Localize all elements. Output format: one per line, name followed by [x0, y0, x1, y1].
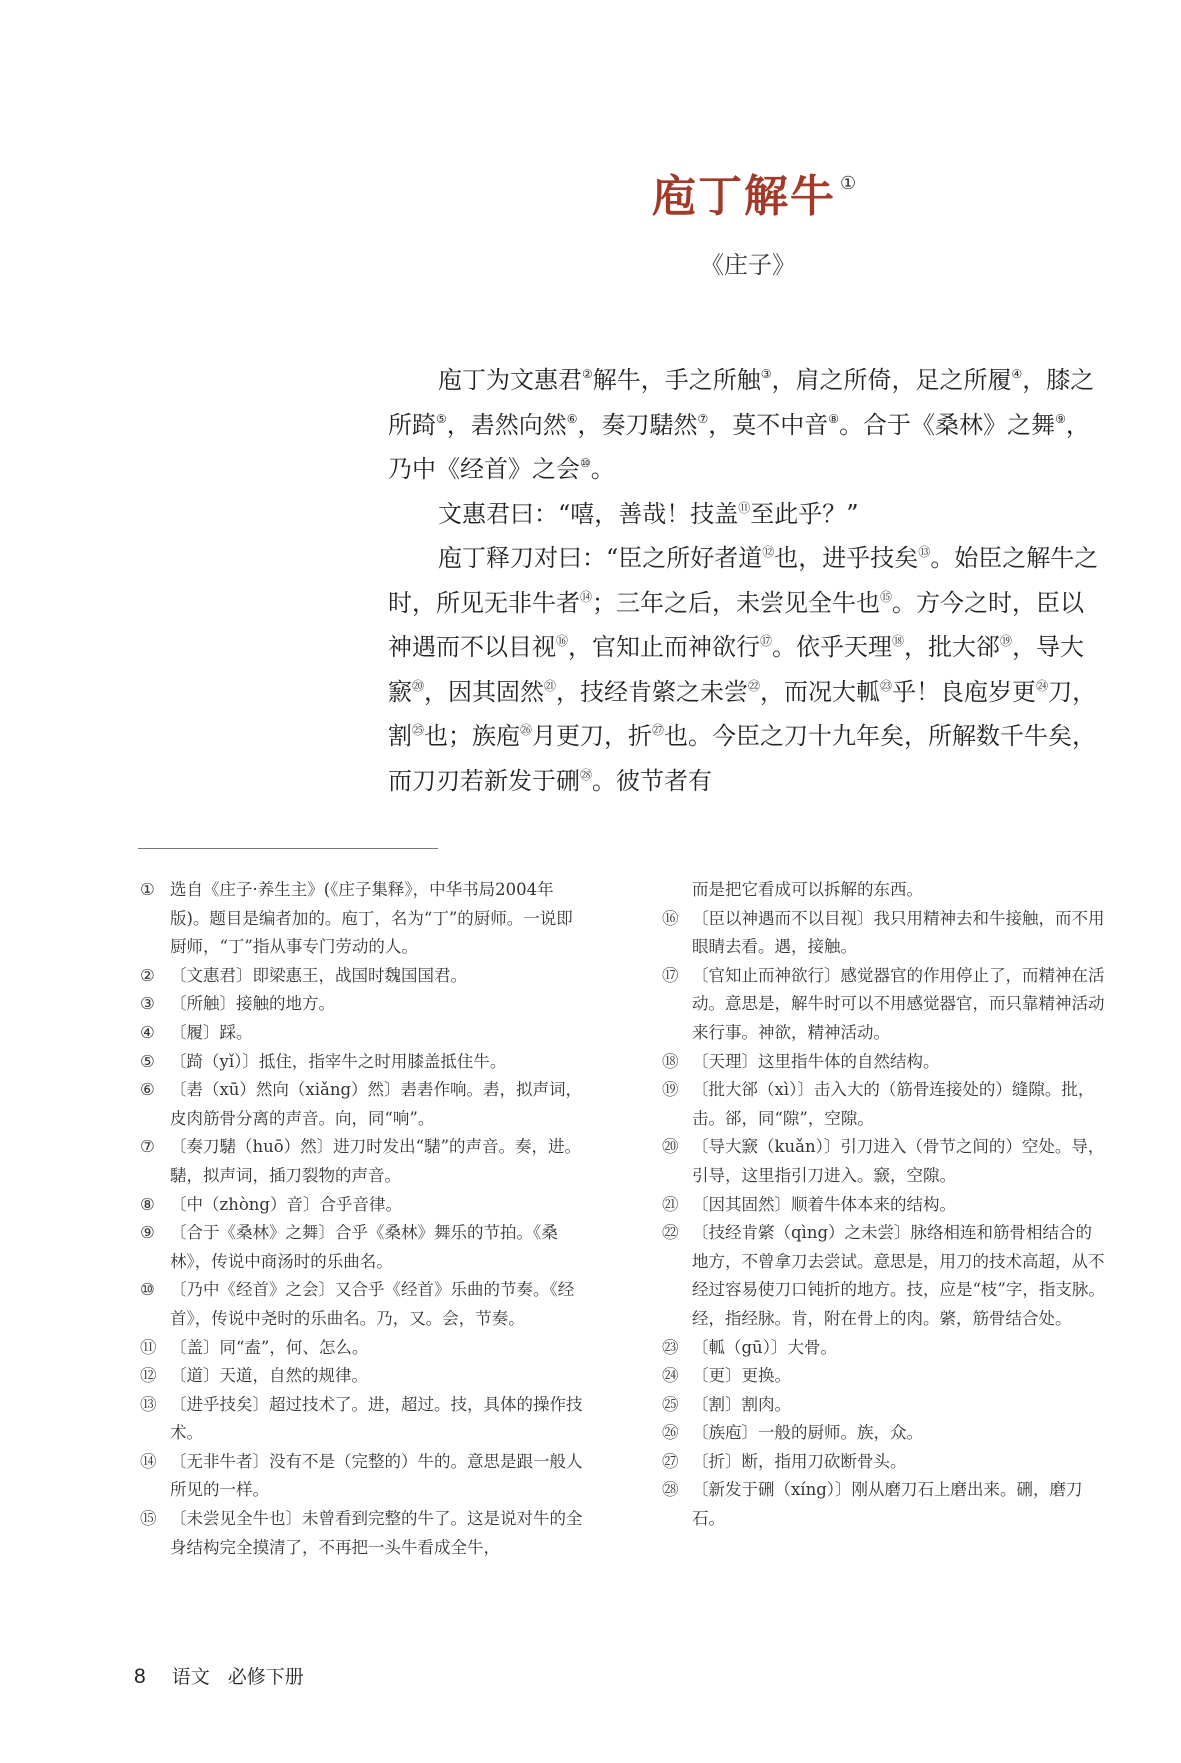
text-segment: ，批大郤 — [904, 633, 1001, 661]
footnote-text: 选自《庄子·养生主》(《庄子集释》，中华书局2004年版)。题目是编者加的。庖丁，名为“丁”的厨师。一说即厨师，“丁”指从事专门劳动的人。 — [170, 880, 573, 957]
footnote-marker[interactable]: ㉘ — [580, 767, 593, 782]
footnote-number: ⑫ — [140, 1366, 157, 1386]
footnote-item — [662, 1448, 1107, 1477]
footnote-number: ③ — [140, 994, 155, 1014]
text-segment: ，技经肯綮之未尝 — [556, 677, 749, 706]
text-segment: 乎！良庖岁更 — [892, 677, 1037, 706]
footnote-number: ⑧ — [140, 1194, 155, 1214]
footnote-text: 〔族庖〕一般的厨师。族，众。 — [692, 1423, 923, 1443]
footnote-number: ⑭ — [140, 1451, 157, 1471]
footnote-item — [662, 1362, 1107, 1391]
footnote-number: ⑱ — [662, 1051, 679, 1071]
text-segment: 月更刀，折 — [532, 722, 653, 750]
footnote-marker[interactable]: ㉔ — [1036, 678, 1049, 693]
footnote-number: ㉒ — [662, 1223, 679, 1243]
text-segment: 庖丁释刀对曰：“臣之所好者道 — [438, 544, 763, 572]
footnote-text: 〔批大郤（xì）〕击入大的（筋骨连接处的）缝隙。批，击。郤，同“隙”，空隙。 — [692, 1080, 1095, 1128]
footnote-item — [140, 962, 585, 991]
text-segment: 也；族庖 — [424, 722, 521, 750]
footnote-marker[interactable]: ⑥ — [566, 411, 578, 426]
footnote-marker[interactable]: ④ — [1011, 367, 1023, 381]
footnote-item — [140, 1219, 585, 1276]
text-segment: ，奏刀騞然 — [577, 410, 698, 439]
paragraph-3 — [388, 533, 1108, 800]
footnote-marker[interactable]: ㉒ — [748, 678, 761, 693]
footnotes-right-list — [662, 905, 1107, 1534]
footnote-item — [662, 1076, 1107, 1133]
footnote-text: 〔盖〕同“盍”，何、怎么。 — [170, 1337, 369, 1357]
text-segment: 解牛，手之所触 — [592, 366, 761, 394]
footnote-item — [140, 1505, 585, 1562]
footnote-marker[interactable]: ⑫ — [762, 545, 775, 559]
footnote-text: 〔无非牛者〕没有不是（完整的）牛的。意思是跟一般人所见的一样。 — [170, 1451, 583, 1500]
page-number: 8 — [134, 1665, 146, 1688]
text-segment: 。彼节者有 — [592, 766, 713, 795]
footnote-text: 〔所触〕接触的地方。 — [170, 994, 335, 1014]
lesson-title-text: 庖丁解牛 — [652, 171, 836, 222]
footnote-item — [140, 1334, 585, 1363]
footnote-text: 〔道〕天道，自然的规律。 — [170, 1366, 368, 1386]
footnote-marker[interactable]: ⑲ — [1000, 634, 1013, 648]
footnote-item — [662, 1048, 1107, 1077]
footnote-item — [140, 1133, 585, 1190]
text-segment: ；三年之后，未尝见全牛也 — [592, 588, 881, 617]
footnote-number: ④ — [140, 1022, 155, 1042]
footnote-marker[interactable]: ⑳ — [412, 678, 425, 693]
footnote-marker[interactable]: ⑨ — [1055, 411, 1066, 426]
footnote-number: ⑮ — [140, 1509, 157, 1529]
footnote-item — [140, 1048, 585, 1077]
text-segment: 至此乎？” — [750, 499, 859, 528]
text-segment: 文惠君曰：“嘻，善哉！技盖 — [438, 499, 739, 528]
footnote-text: 〔軱（gū）〕大骨。 — [692, 1337, 837, 1357]
footnote-item — [140, 1391, 585, 1448]
footnotes-left-column — [140, 876, 585, 1562]
footnote-text: 〔未尝见全牛也〕未曾看到完整的牛了。这是说对牛的全身结构完全摸清了，不再把一头牛看成全牛， — [170, 1509, 583, 1557]
footnote-number: ⑩ — [140, 1280, 155, 1300]
lesson-source: 《庄子》 — [700, 251, 796, 279]
footnote-text: 〔新发于硎（xíng）〕刚从磨刀石上磨出来。硎，磨刀石。 — [692, 1480, 1083, 1529]
footnote-item — [140, 1191, 585, 1220]
footnote-number: ㉓ — [662, 1337, 679, 1357]
text-segment: ，膝之所踦 — [388, 366, 1095, 439]
footnote-number: ⑳ — [662, 1137, 679, 1157]
text-segment: ，莫不中音 — [708, 410, 829, 439]
footnote-number: ㉑ — [662, 1194, 679, 1214]
footnote-marker[interactable]: ㉓ — [880, 678, 893, 693]
footnote-item — [662, 962, 1107, 1048]
footnote-number: ⑥ — [140, 1080, 155, 1100]
book-volume: 必修下册 — [227, 1666, 304, 1688]
footnote-marker[interactable]: ⑦ — [697, 411, 709, 426]
footnote-item — [140, 1276, 585, 1333]
footnote-item — [662, 1219, 1107, 1333]
text-segment: ，官知止而神欲行 — [568, 633, 761, 661]
text-segment: ，乃中《经首》之会 — [388, 410, 1090, 483]
footnote-text: 〔履〕踩。 — [170, 1022, 253, 1042]
footnote-marker[interactable]: ② — [582, 367, 593, 381]
footnote-number: ⑯ — [662, 908, 679, 928]
footnote-marker[interactable]: ⑩ — [580, 456, 591, 470]
text-segment: 也。今臣之刀十九年矣，所解数千牛矣，而刀刃若新发于硎 — [388, 722, 1097, 795]
footnote-text: 〔技经肯綮（qìng）之未尝〕脉络相连和筋骨相结合的地方，不曾拿刀去尝试。意思是，用刀的技术高超，从不经过容易使刀口钝折的地方。技，应是“枝”字，指支脉。经，指经脉。肯，附在骨上的肉。綮，筋骨结合处。 — [692, 1223, 1105, 1328]
text-segment: 刀，割 — [388, 677, 1097, 750]
footnote-item — [140, 876, 585, 962]
footnote-item — [140, 1362, 585, 1391]
text-segment: ，因其固然 — [424, 677, 545, 706]
footnote-text: 〔因其固然〕顺着牛体本来的结构。 — [692, 1194, 956, 1214]
footnote-item — [140, 1076, 585, 1133]
footnote-text: 〔更〕更换。 — [692, 1366, 791, 1386]
footnote-text: 〔文惠君〕即梁惠王，战国时魏国国君。 — [170, 965, 467, 985]
footnote-text: 〔踦（yǐ）〕抵住，指宰牛之时用膝盖抵住牛。 — [170, 1051, 507, 1071]
footnote-marker[interactable]: ⑱ — [892, 634, 905, 648]
footnote-item — [662, 1133, 1107, 1190]
footnote-text: 〔割〕割肉。 — [692, 1394, 791, 1414]
text-segment: 。始臣之解牛之时，所见无非牛者 — [388, 544, 1099, 617]
text-segment: 。依乎天理 — [772, 633, 893, 661]
text-segment: 庖丁为文惠君 — [438, 366, 582, 394]
title-footnote-marker: ① — [840, 173, 859, 194]
footnote-text: 〔导大窾（kuǎn）〕引刀进入（骨节之间的）空处。导，引导，这里指引刀进入。窾，空隙。 — [692, 1137, 1105, 1185]
footnote-marker[interactable]: ⑤ — [436, 411, 447, 426]
footnote-number: ㉔ — [662, 1366, 679, 1386]
footnote-item — [662, 1191, 1107, 1220]
footnote-number: ⑨ — [140, 1223, 155, 1243]
footnote-item — [140, 1448, 585, 1505]
footnote-number: ⑪ — [140, 1337, 157, 1357]
footnote-marker[interactable]: ㉕ — [412, 723, 425, 737]
footnote-item — [662, 1391, 1107, 1420]
footnote-item — [662, 1419, 1107, 1448]
main-text — [388, 355, 1108, 800]
footnote-marker[interactable]: ㉗ — [652, 723, 665, 737]
footnote-text: 〔合于《桑林》之舞〕合乎《桑林》舞乐的节拍。《桑林》，传说中商汤时的乐曲名。 — [170, 1223, 558, 1271]
footnote-marker[interactable]: ⑮ — [880, 589, 893, 604]
text-segment: ，砉然向然 — [446, 410, 567, 439]
text-segment: 。合于《桑林》之舞 — [839, 410, 1056, 439]
footnote-text: 〔砉（xū）然向（xiǎng）然〕砉砉作响。砉，拟声词，皮肉筋骨分离的声音。向，同“响”。 — [170, 1080, 583, 1128]
footnote-text: 〔天理〕这里指牛体的自然结构。 — [692, 1051, 940, 1071]
footnote-text: 〔乃中《经首》之会〕又合乎《经首》乐曲的节奏。《经首》，传说中尧时的乐曲名。乃，又。会，节奏。 — [170, 1280, 575, 1328]
footnote-continuation: 而是把它看成可以拆解的东西。 — [692, 880, 923, 899]
footnote-item — [662, 1334, 1107, 1363]
text-segment: ，肩之所倚，足之所履 — [771, 366, 1012, 394]
footnote-text: 〔进乎技矣〕超过技术了。进，超过。技，具体的操作技术。 — [170, 1394, 583, 1443]
footnote-marker[interactable]: ③ — [760, 367, 772, 381]
book-subject: 语文 — [171, 1666, 210, 1688]
text-segment: 也，进乎技矣 — [774, 544, 919, 572]
paragraph-2 — [388, 489, 1108, 534]
footnote-number: ⑬ — [140, 1394, 157, 1414]
footnote-number: ① — [140, 880, 155, 899]
text-segment: ，导大窾 — [388, 633, 1085, 706]
footnote-marker[interactable]: ⑧ — [828, 411, 840, 426]
footnote-marker[interactable]: ⑭ — [580, 589, 593, 604]
footnote-text: 〔臣以神遇而不以目视〕我只用精神去和牛接触，而不用眼睛去看。遇，接触。 — [692, 908, 1105, 957]
footnote-item — [140, 1019, 585, 1048]
footnote-number: ⑤ — [140, 1051, 155, 1071]
footnote-text: 〔奏刀騞（huō）然〕进刀时发出“騞”的声音。奏，进。騞，拟声词，插刀裂物的声音。 — [170, 1137, 582, 1185]
footnote-marker[interactable]: ⑪ — [738, 500, 751, 515]
footnote-number: ㉘ — [662, 1480, 679, 1500]
page-footer — [134, 1662, 304, 1689]
text-segment: ，而况大軱 — [760, 677, 881, 706]
footnote-number: ㉗ — [662, 1451, 679, 1471]
footnote-number: ㉖ — [662, 1423, 679, 1443]
footnote-marker[interactable]: ㉑ — [544, 678, 557, 693]
footnote-text: 〔中（zhòng）音〕合乎音律。 — [170, 1194, 402, 1214]
footnote-number: ⑲ — [662, 1080, 679, 1100]
footnote-text: 〔官知止而神欲行〕感觉器官的作用停止了，而精神在活动。意思是，解牛时可以不用感觉器官，而只靠精神活动来行事。神欲，精神活动。 — [692, 965, 1105, 1042]
text-segment: 。方今之时，臣以神遇而不以目视 — [388, 588, 1085, 661]
footnote-item — [662, 1476, 1107, 1533]
footnote-number: ⑰ — [662, 965, 679, 985]
footnotes-right-column — [662, 876, 1107, 1534]
footnote-divider — [138, 848, 438, 849]
footnote-marker[interactable]: ⑬ — [918, 545, 931, 559]
footnote-number: ⑦ — [140, 1137, 155, 1157]
lesson-title — [652, 160, 858, 224]
footnote-marker[interactable]: ㉖ — [520, 723, 533, 737]
footnote-number: ② — [140, 965, 155, 985]
footnote-item — [662, 905, 1107, 962]
footnote-number: ㉕ — [662, 1394, 679, 1414]
footnote-text: 〔折〕断，指用刀砍断骨头。 — [692, 1451, 907, 1471]
footnote-item — [140, 990, 585, 1019]
text-segment: 。 — [590, 455, 615, 483]
paragraph-1 — [388, 355, 1108, 489]
footnote-marker[interactable]: ⑰ — [760, 634, 773, 648]
footnote-marker[interactable]: ⑯ — [556, 634, 569, 648]
